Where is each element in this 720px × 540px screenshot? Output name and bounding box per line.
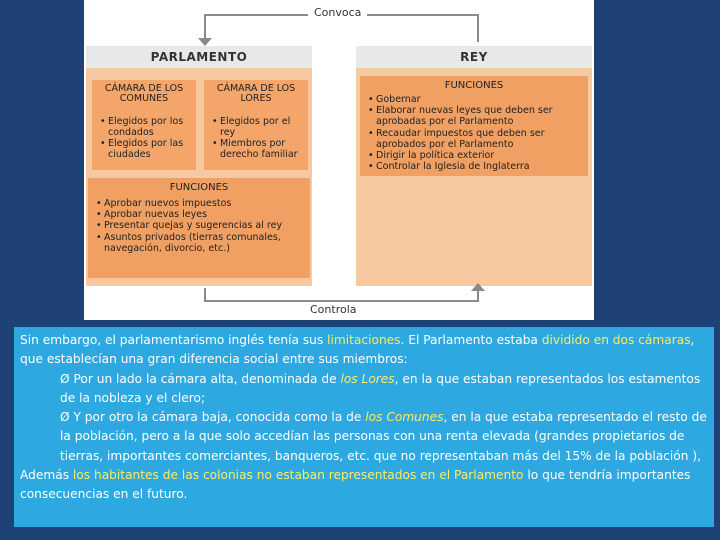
highlight-colonias: los habitantes de las colonias no estaban representados en el Parlamento: [72, 468, 524, 483]
list-item: • Aprobar nuevos impuestos: [96, 198, 310, 209]
convoca-label: Convoca: [308, 6, 367, 19]
highlight-dos-camaras: dividido en dos cámaras: [541, 333, 691, 347]
camara-comunes-title: CÁMARA DE LOS COMUNES: [104, 83, 184, 104]
camara-lores-title: CÁMARA DE LOS LORES: [216, 83, 296, 104]
list-item: • Recaudar impuestos que deben ser aprobados por el Parlamento: [368, 128, 588, 150]
text-span: , que establecían una gran diferencia social entre sus miembros:: [20, 333, 695, 367]
list-item: • Elegidos por las ciudades: [100, 138, 196, 160]
bullet-comunes: [20, 408, 708, 466]
paragraph-colonias: [20, 466, 708, 505]
list-item: • Presentar quejas y sugerencias al rey: [96, 220, 310, 231]
rey-funciones-box: [360, 76, 588, 176]
camara-lores-box: [204, 80, 308, 170]
controla-connector-left: [204, 288, 206, 301]
text-span: , en la que estaban representados los estamentos de la nobleza y el clero;: [60, 371, 701, 405]
controla-connector: [204, 300, 479, 302]
text-span: lo que tendría importantes consecuencias en el futuro.: [20, 468, 691, 502]
parliament-diagram: [84, 0, 594, 320]
rey-column: [356, 46, 592, 286]
text-span: Además: [20, 468, 73, 483]
parlamento-funciones-title: FUNCIONES: [169, 182, 229, 193]
highlight-los-lores: los Lores: [340, 371, 395, 386]
paragraph-intro: [20, 331, 708, 370]
list-item: • Miembros por derecho familiar: [212, 138, 308, 160]
rey-funciones-title: FUNCIONES: [444, 80, 504, 91]
camara-comunes-box: [92, 80, 196, 170]
list-item: • Dirigir la política exterior: [368, 150, 588, 161]
convoca-connector-right: [477, 14, 479, 42]
list-item: • Asuntos privados (tierras comunales, navegación, divorcio, etc.): [96, 232, 310, 254]
highlight-los-comunes: los Comunes: [365, 410, 444, 425]
text-span: . El Parlamento estaba: [400, 333, 542, 347]
explanation-text-box: [14, 327, 714, 527]
list-item: • Elegidos por los condados: [100, 116, 196, 138]
parlamento-funciones-box: [88, 178, 310, 278]
list-item: • Gobernar: [368, 94, 588, 105]
text-span: Sin embargo, el parlamentarismo inglés tenía sus: [20, 333, 328, 347]
rey-title: REY: [356, 46, 592, 68]
highlight-limitaciones: limitaciones: [327, 333, 401, 347]
controla-label: Controla: [310, 303, 357, 316]
text-span: Ø Por un lado la cámara alta, denominada de: [60, 371, 341, 386]
bullet-lores: [20, 370, 708, 409]
list-item: • Elaborar nuevas leyes que deben ser aprobadas por el Parlamento: [368, 105, 588, 127]
text-span: , en la que estaba representado el resto de la población, pero a la que solo accedían las personas con una renta elevada (grandes propietarios de tierras, importantes comerciantes, banqueros, etc. que no representaban más del 15% de la población ),: [60, 410, 707, 463]
list-item: • Aprobar nuevas leyes: [96, 209, 310, 220]
arrow-down-icon: [198, 38, 212, 46]
list-item: • Elegidos por el rey: [212, 116, 308, 138]
parlamento-title: PARLAMENTO: [86, 46, 312, 68]
list-item: • Controlar la Iglesia de Inglaterra: [368, 161, 588, 172]
arrow-up-icon: [471, 283, 485, 291]
text-span: Ø Y por otro la cámara baja, conocida como la de: [60, 410, 366, 425]
parlamento-column: [86, 46, 312, 286]
